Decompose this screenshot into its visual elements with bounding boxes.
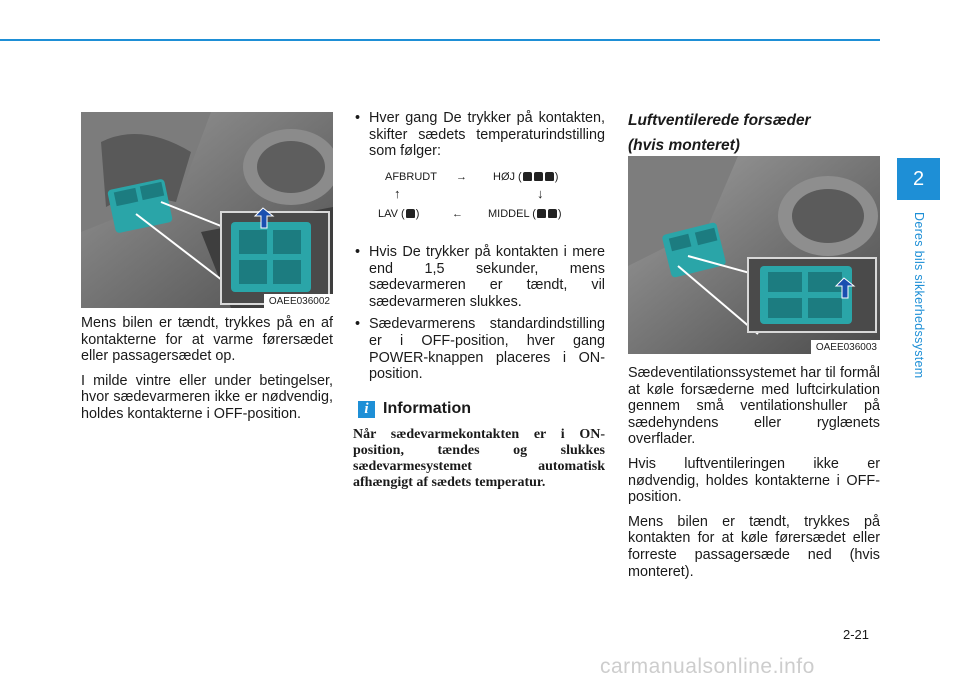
paragraph: Mens bilen er tændt, trykkes på en af kontakterne for at varme førersædet eller passagersædet op. bbox=[81, 315, 333, 365]
bullet-item: • Hver gang De trykker på kontakten, skifter sædets temperaturindstilling som følger: bbox=[355, 110, 605, 160]
paragraph: I milde vintre eller under betingelser, hvor sædevarmeren ikke er nødvendig, holdes kontakterne i OFF-position. bbox=[81, 372, 333, 422]
arrow-down: ↓ bbox=[537, 186, 544, 201]
section-title-line2: (hvis monteret) bbox=[628, 137, 740, 154]
cycle-high-label: HØJ ( bbox=[493, 171, 522, 183]
image-caption: OAEE036002 bbox=[264, 294, 333, 308]
section-title-line1: Luftventilerede forsæder bbox=[628, 112, 811, 129]
middle-column-bottom bbox=[355, 244, 605, 389]
bullet-item: • Sædevarmerens standardindstilling er i OFF-position, hver gang POWER-knappen placeres i ON-position. bbox=[355, 316, 605, 382]
arrow-up: ↑ bbox=[394, 186, 401, 201]
seat-heat-icon bbox=[548, 209, 557, 218]
section-title bbox=[628, 110, 811, 156]
header-rule bbox=[0, 39, 880, 41]
image-caption: OAEE036003 bbox=[811, 340, 880, 354]
paren-close: ) bbox=[557, 208, 562, 220]
arrow-left: ← bbox=[452, 208, 463, 220]
seat-heat-icon bbox=[545, 172, 554, 181]
bullet-list bbox=[355, 110, 605, 160]
paren-close: ) bbox=[415, 208, 420, 220]
chapter-tab bbox=[897, 158, 940, 200]
cycle-off: AFBRUDT bbox=[385, 171, 437, 183]
seat-heat-icon bbox=[534, 172, 543, 181]
paragraph: Sædeventilationssystemet har til formål at køle forsæderne med luftcirkulation gennem små ventilationshuller på sædehyndens eller ryglænets overflader. bbox=[628, 365, 880, 448]
cycle-high bbox=[493, 171, 558, 183]
console-illustration bbox=[81, 112, 333, 308]
seat-ventilation-photo bbox=[628, 156, 880, 354]
middle-column-top bbox=[355, 110, 605, 166]
cycle-low bbox=[378, 208, 419, 220]
paragraph: Mens bilen er tændt, trykkes på kontakten for at køle førersædet eller forreste passagersæde ned (hvis monteret). bbox=[628, 513, 880, 580]
seat-heat-icon bbox=[523, 172, 532, 181]
information-header bbox=[358, 400, 471, 418]
cycle-low-label: LAV ( bbox=[378, 208, 405, 220]
cycle-mid bbox=[488, 208, 562, 220]
paren-close: ) bbox=[554, 171, 559, 183]
seat-heat-icon bbox=[406, 209, 415, 218]
arrow-right: → bbox=[456, 171, 467, 183]
info-icon: i bbox=[358, 401, 375, 418]
left-column bbox=[81, 315, 333, 431]
temperature-cycle-diagram bbox=[360, 168, 600, 224]
console-illustration bbox=[628, 156, 880, 354]
paragraph: Hvis luftventileringen ikke er nødvendig, holdes kontakterne i OFF-position. bbox=[628, 455, 880, 506]
watermark: carmanualsonline.info bbox=[600, 655, 815, 678]
page-number: 2-21 bbox=[843, 627, 870, 642]
seat-heater-photo bbox=[81, 112, 333, 308]
cycle-mid-label: MIDDEL ( bbox=[488, 208, 536, 220]
right-column bbox=[628, 365, 880, 588]
information-title: Information bbox=[383, 400, 471, 417]
information-text: Når sædevarmekontakten er i ON-position, tændes og slukkes sædevarmesystemet automatisk afhængigt af sædets temperatur. bbox=[353, 427, 605, 490]
chapter-number: 2 bbox=[912, 168, 925, 190]
bullet-item: • Hvis De trykker på kontakten i mere end 1,5 sekunder, mens sædevarmeren er tændt, vil sædevarmeren slukkes. bbox=[355, 244, 605, 310]
chapter-title: Deres bils sikkerhedssystem bbox=[912, 212, 926, 379]
bullet-list bbox=[355, 244, 605, 383]
seat-heat-icon bbox=[537, 209, 546, 218]
